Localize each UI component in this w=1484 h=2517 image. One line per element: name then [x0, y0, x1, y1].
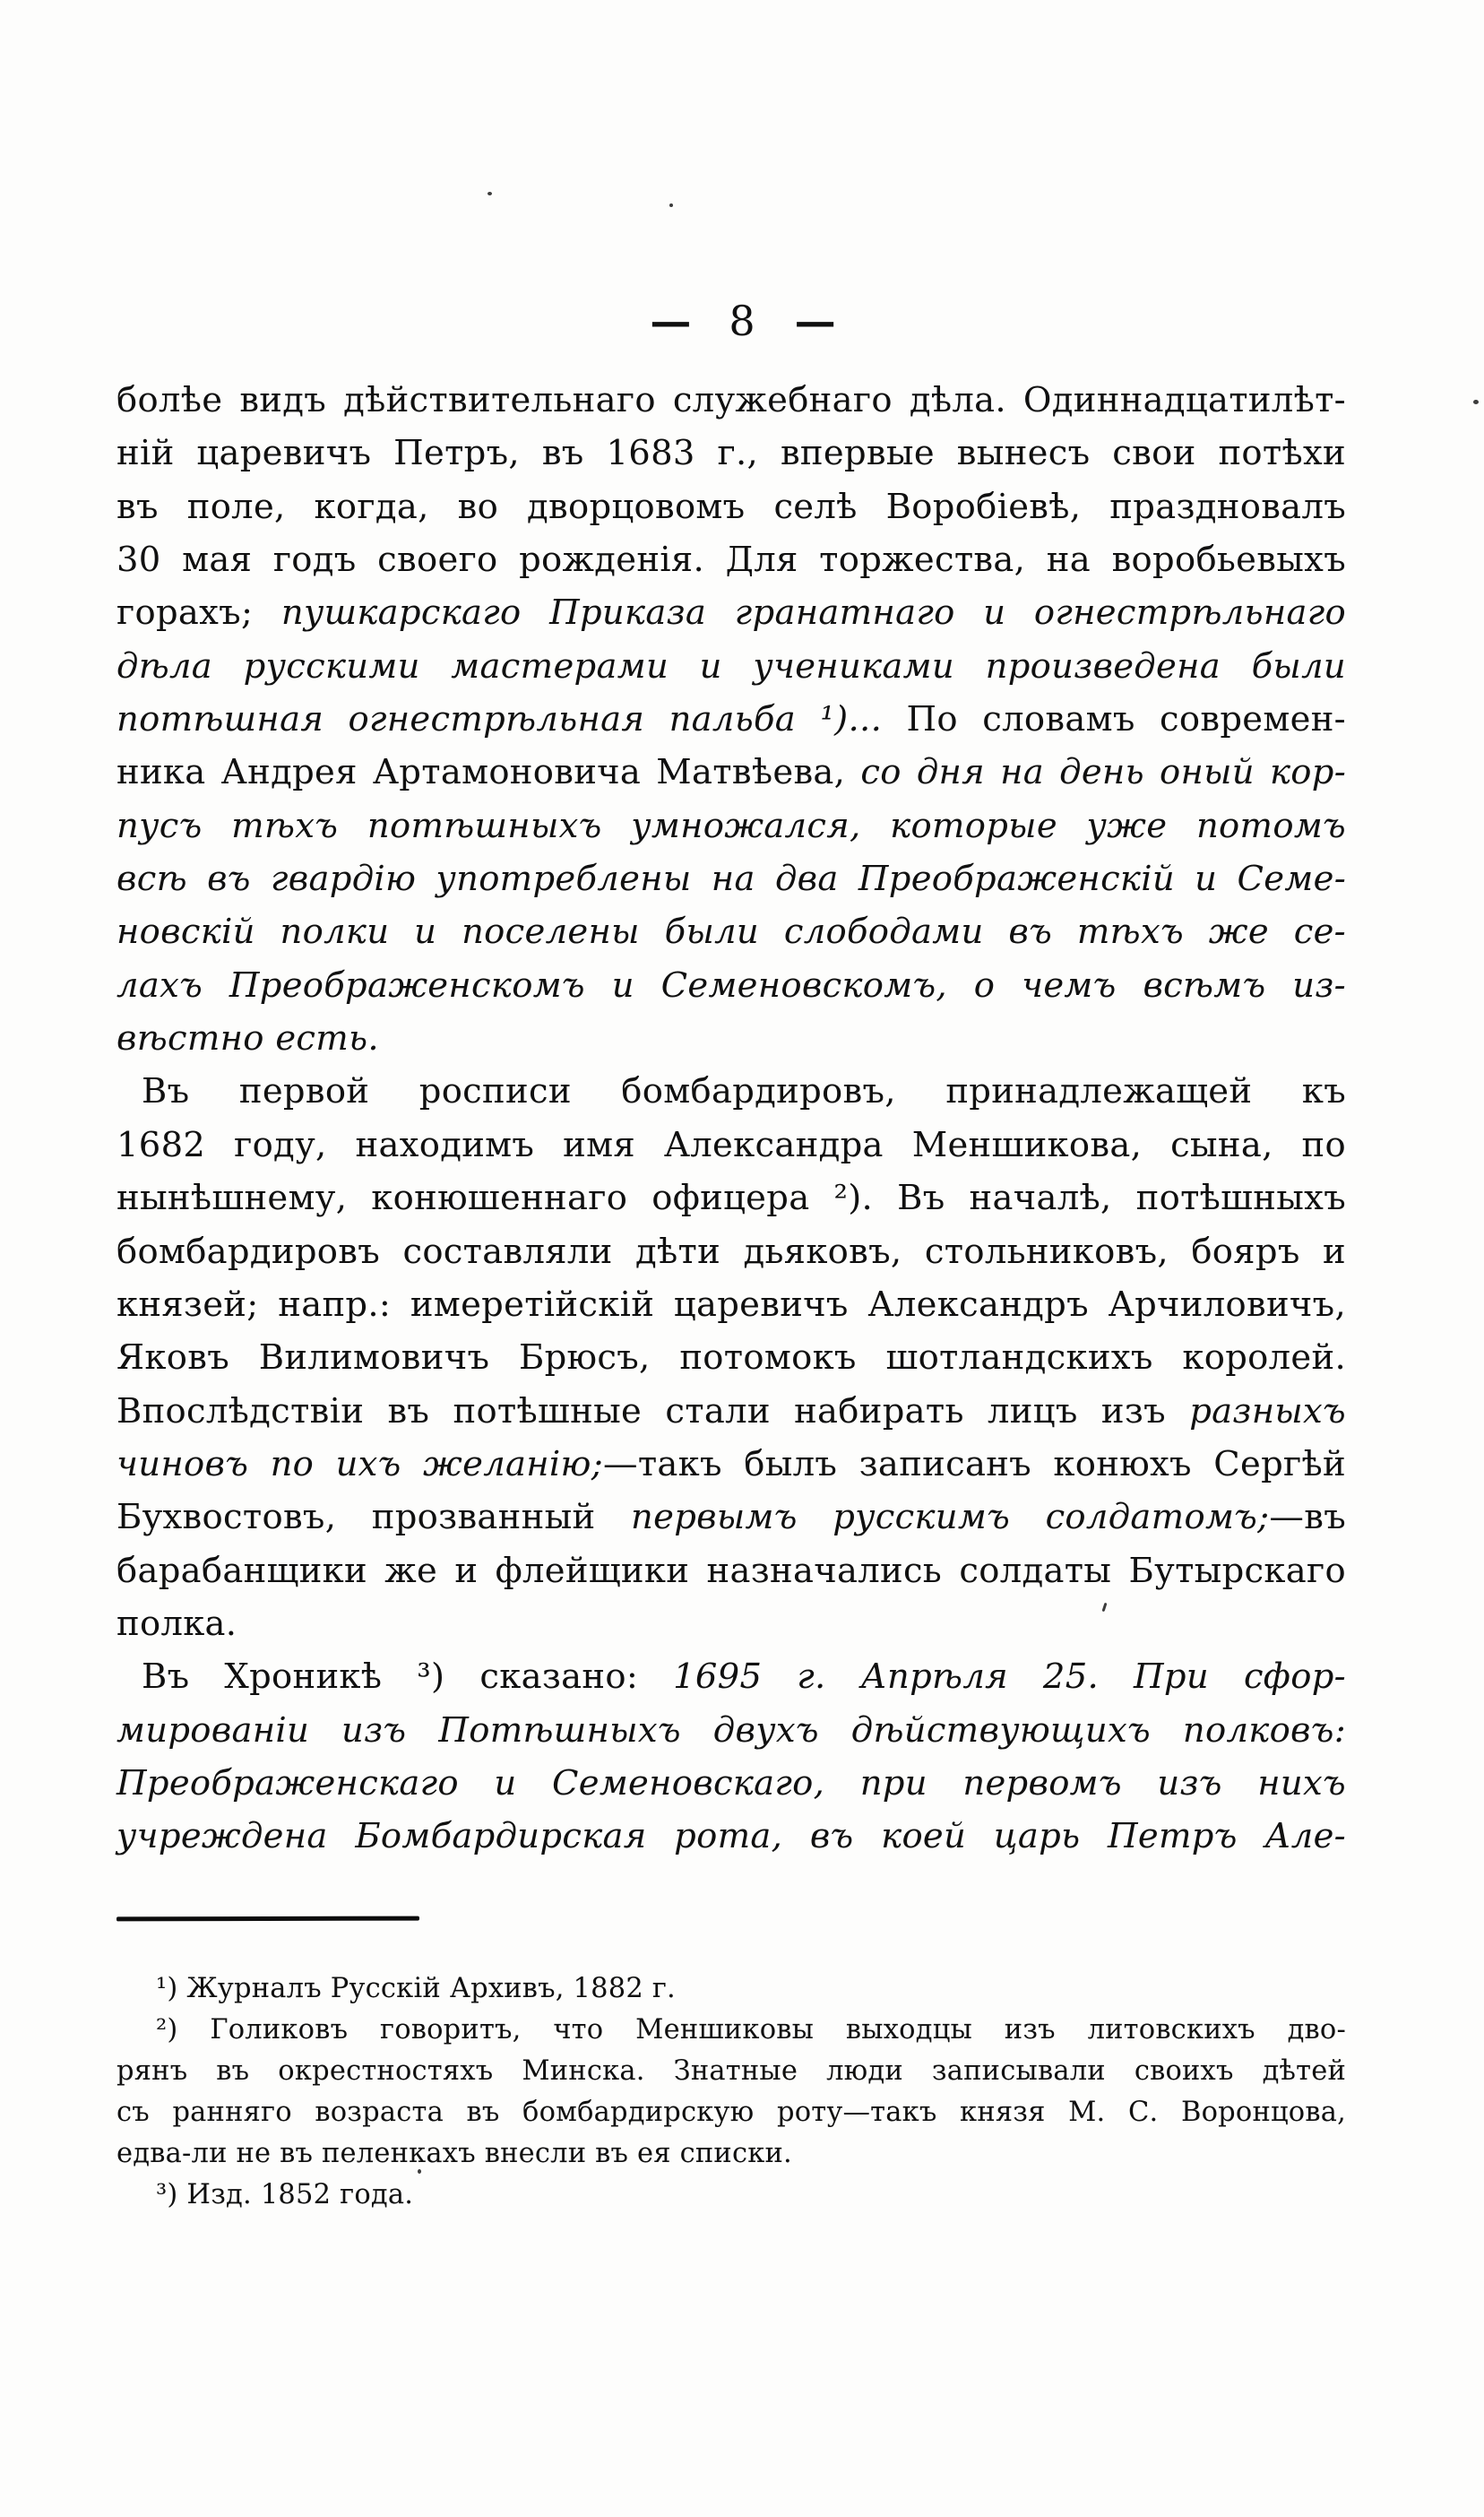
text-segment: Впослѣдствіи въ потѣшные стали набирать лицъ изъ: [116, 1390, 1190, 1431]
body-text-line: [116, 1438, 1346, 1491]
text-segment: 30 мая годъ своего рожденія. Для торжества, на воробьевыхъ: [116, 540, 1346, 581]
page-number-value: 8: [729, 297, 755, 345]
footnote-line: [116, 2051, 1346, 2092]
scan-speck: [487, 192, 492, 195]
italic-text-segment: пушкарскаго Приказа гранатнаго и огнестрѣльнаго: [280, 592, 1346, 634]
footnote-line: [116, 2010, 1346, 2051]
body-text-line: [116, 693, 1346, 746]
scan-speck: [418, 2169, 421, 2174]
body-text-line: [116, 1757, 1346, 1810]
text-segment: рянъ въ окрестностяхъ Минска. Знатные люди записывали своихъ дѣтей: [116, 2055, 1346, 2087]
body-text-line: [116, 746, 1346, 799]
body-text-line: [116, 1119, 1346, 1172]
page-number-left-dash: —: [650, 297, 690, 345]
italic-text-segment: пусъ тѣхъ потѣшныхъ умножался, которые уже потомъ: [116, 805, 1346, 846]
text-segment: —въ: [1269, 1497, 1346, 1538]
body-text-line: [116, 852, 1346, 905]
page-number: [0, 294, 1484, 348]
text-segment: съ ранняго возраста въ бомбардирскую роту—такъ князя М. С. Воронцова,: [116, 2097, 1346, 2128]
text-segment: Бухвостовъ, прозванный: [116, 1497, 632, 1538]
scan-speck: [1473, 400, 1479, 404]
body-text-line: [116, 1172, 1346, 1224]
body-text-line: [116, 480, 1346, 533]
text-segment: въ поле, когда, во дворцовомъ селѣ Воробіевѣ, праздновалъ: [116, 486, 1346, 527]
italic-text-segment: всѣ въ гвардію употреблены на два Преображенскій и Семе-: [116, 859, 1346, 900]
footnote-line: [116, 2133, 1346, 2175]
body-text-line: [116, 1597, 1346, 1650]
text-segment: Въ Хроникѣ ³) сказано:: [142, 1656, 674, 1698]
text-segment: бомбардировъ составляли дѣти дьяковъ, стольниковъ, бояръ и: [116, 1231, 1346, 1272]
text-segment: барабанщики же и флейщики назначались солдаты Бутырскаго: [116, 1550, 1346, 1591]
italic-text-segment: учреждена Бомбардирская рота, въ коей царь Петръ Але-: [116, 1816, 1346, 1857]
text-segment: ника Андрея Артамоновича Матвѣева,: [116, 752, 861, 793]
italic-text-segment: новскій полки и поселены были слободами въ тѣхъ же се-: [116, 912, 1346, 953]
italic-text-segment: первымъ русскимъ солдатомъ;: [631, 1497, 1270, 1538]
body-text-line: [116, 1012, 1346, 1065]
body-text-line: [116, 1704, 1346, 1757]
italic-text-segment: вѣстно есть.: [116, 1018, 379, 1060]
text-segment: ³) Изд. 1852 года.: [156, 2179, 414, 2210]
body-text-line: [116, 1544, 1346, 1597]
italic-text-segment: чиновъ по ихъ желанію;: [116, 1443, 604, 1484]
text-segment: 1682 году, находимъ имя Александра Меншикова, сына, по: [116, 1124, 1346, 1165]
page-number-right-dash: —: [794, 297, 834, 345]
body-text-line: [116, 959, 1346, 1012]
text-segment: болѣе видъ дѣйствительнаго служебнаго дѣла. Одиннадцатилѣт-: [116, 380, 1346, 420]
text-segment: князей; напр.: имеретійскій царевичъ Александръ Арчиловичъ,: [116, 1284, 1346, 1325]
text-segment: едва-ли не въ пеленкахъ внесли въ ея списки.: [116, 2138, 792, 2169]
body-text-line: [116, 374, 1346, 427]
text-segment: По словамъ современ-: [906, 699, 1346, 740]
italic-text-segment: со дня на день оный кор-: [860, 752, 1347, 793]
footnotes-block: [116, 1968, 1346, 2216]
text-segment: ¹) Журналъ Русскій Архивъ, 1882 г.: [156, 1973, 676, 2004]
text-segment: нынѣшнему, конюшеннаго офицера ²). Въ началѣ, потѣшныхъ: [116, 1178, 1346, 1219]
text-segment: ²) Голиковъ говоритъ, что Меншиковы выходцы изъ литовскихъ дво-: [156, 2014, 1346, 2046]
body-text-line: [116, 1331, 1346, 1384]
body-text-line: [116, 800, 1346, 852]
italic-text-segment: Преображенскаго и Семеновскаго, при первомъ изъ нихъ: [116, 1762, 1346, 1803]
italic-text-segment: мированіи изъ Потѣшныхъ двухъ дѣйствующихъ полковъ:: [116, 1709, 1346, 1751]
body-text-line: [116, 1491, 1346, 1544]
italic-text-segment: потѣшная огнестрѣльная пальба ¹)...: [116, 699, 907, 740]
body-text-line: [116, 427, 1346, 480]
body-text-line: [116, 1385, 1346, 1438]
body-text-line: [116, 1225, 1346, 1278]
text-segment: Яковъ Вилимовичъ Брюсъ, потомокъ шотландскихъ королей.: [116, 1337, 1346, 1379]
body-text-line: [116, 1278, 1346, 1331]
italic-text-segment: дѣла русскими мастерами и учениками произведена были: [116, 645, 1346, 687]
text-segment: Въ первой росписи бомбардировъ, принадлежащей къ: [142, 1071, 1346, 1112]
italic-text-segment: лахъ Преображенскомъ и Семеновскомъ, о чемъ всѣмъ из-: [116, 964, 1346, 1006]
footnote-line: [116, 1968, 1346, 2010]
body-text-line: [116, 1065, 1346, 1118]
italic-text-segment: разныхъ: [1189, 1390, 1346, 1431]
body-text-line: [116, 1810, 1346, 1863]
text-segment: ній царевичъ Петръ, въ 1683 г., впервые вынесъ свои потѣхи: [116, 433, 1346, 474]
text-segment: —такъ былъ записанъ конюхъ Сергѣй: [603, 1443, 1346, 1484]
body-text-line: [116, 586, 1346, 639]
italic-text-segment: 1695 г. Апрѣля 25. При сфор-: [673, 1656, 1346, 1698]
footnote-line: [116, 2175, 1346, 2216]
body-text-line: [116, 1650, 1346, 1703]
body-text-line: [116, 533, 1346, 586]
footnote-line: [116, 2092, 1346, 2133]
footnote-separator-rule: [116, 1916, 419, 1922]
body-text-line: [116, 905, 1346, 958]
text-segment: полка.: [116, 1603, 237, 1644]
text-segment: горахъ;: [116, 592, 281, 634]
body-text-line: [116, 640, 1346, 693]
scan-speck: [669, 203, 673, 207]
main-text-block: [116, 374, 1346, 1864]
